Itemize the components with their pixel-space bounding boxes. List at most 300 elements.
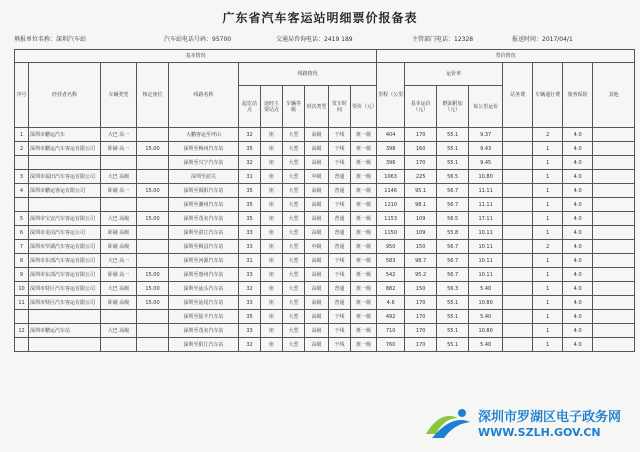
table-cell-route: 深圳至梅州汽车站	[169, 142, 239, 156]
table-cell-op	[29, 310, 101, 324]
table-cell-p3: 10.80	[469, 324, 503, 338]
table-cell-p1: 170	[405, 310, 437, 324]
table-row	[15, 310, 635, 324]
table-cell-no: 10	[15, 282, 29, 296]
table-cell-p4	[503, 240, 533, 254]
table-cell-a: 33	[239, 324, 261, 338]
table-cell-p1: 150	[405, 240, 437, 254]
table-cell-e: 干线	[329, 128, 351, 142]
table-cell-km: 950	[377, 240, 405, 254]
table-cell-p5: 1	[533, 282, 563, 296]
table-cell-p3: 17.11	[469, 212, 503, 226]
table-cell-c: 大型	[283, 142, 305, 156]
table-cell-no: 8	[15, 254, 29, 268]
table-cell-type: 大巴 高级	[101, 212, 137, 226]
table-cell-seats	[137, 240, 169, 254]
table-cell-f: 班一级	[351, 324, 377, 338]
table-cell-a: 33	[239, 226, 261, 240]
table-cell-p2: 55.8	[437, 226, 469, 240]
table-cell-op	[29, 198, 101, 212]
table-cell-km: 492	[377, 310, 405, 324]
col-header: 燃油附加（元）	[437, 86, 469, 128]
table-cell-p1: 95.1	[405, 184, 437, 198]
table-cell-type: 大巴 高一	[101, 128, 137, 142]
table-cell-b: 座	[261, 268, 283, 282]
table-cell-route: 大鹏客运至坪山	[169, 128, 239, 142]
table-cell-e: 普通	[329, 296, 351, 310]
table-cell-p6: 4.0	[563, 128, 593, 142]
table-cell-c: 大型	[283, 212, 305, 226]
table-cell-a: 31	[239, 254, 261, 268]
table-cell-p7	[593, 338, 635, 352]
col-header: 旅客保险	[563, 63, 593, 128]
table-cell-p6: 4.0	[563, 184, 593, 198]
table-cell-km: 760	[377, 338, 405, 352]
table-cell-e: 干线	[329, 198, 351, 212]
table-cell-p7	[593, 226, 635, 240]
table-cell-type	[101, 310, 137, 324]
table-cell-route: 深圳至茂名汽车站	[169, 324, 239, 338]
table-cell-c: 大型	[283, 324, 305, 338]
table-cell-p6: 4.0	[563, 198, 593, 212]
table-cell-km: 404	[377, 128, 405, 142]
table-cell-p5: 1	[533, 338, 563, 352]
table-cell-p2: 56.7	[437, 240, 469, 254]
table-cell-p3: 10.11	[469, 254, 503, 268]
table-cell-type	[101, 156, 137, 170]
table-cell-p5: 1	[533, 142, 563, 156]
table-cell-p2: 56.7	[437, 198, 469, 212]
col-header: 每公里运价	[469, 86, 503, 128]
table-cell-p4	[503, 226, 533, 240]
table-cell-seats	[137, 338, 169, 352]
table-cell-p4	[503, 296, 533, 310]
table-cell-p2: 55.1	[437, 296, 469, 310]
table-cell-seats	[137, 310, 169, 324]
table-cell-p3: 10.80	[469, 296, 503, 310]
table-cell-route: 深圳至韶关	[169, 170, 239, 184]
table-cell-e: 普通	[329, 170, 351, 184]
table-row	[15, 324, 635, 338]
header-price-group: 运价率	[405, 63, 503, 86]
table-cell-p7	[593, 142, 635, 156]
table-cell-p4	[503, 156, 533, 170]
table-cell-p4	[503, 170, 533, 184]
table-cell-b: 座	[261, 296, 283, 310]
table-cell-p4	[503, 212, 533, 226]
table-cell-p4	[503, 282, 533, 296]
table-cell-km: 710	[377, 324, 405, 338]
table-cell-f: 班一级	[351, 310, 377, 324]
table-cell-b: 座	[261, 170, 283, 184]
table-cell-p4	[503, 338, 533, 352]
table-cell-p6: 4.0	[563, 282, 593, 296]
table-cell-d: 高级	[305, 226, 329, 240]
table-cell-p4	[503, 142, 533, 156]
table-cell-a: 33	[239, 240, 261, 254]
table-cell-p6: 4.0	[563, 296, 593, 310]
table-cell-km: 1063	[377, 170, 405, 184]
table-cell-p7	[593, 212, 635, 226]
info-station: 填报单位名称：深圳汽车站	[14, 36, 87, 43]
table-cell-km: 4.6	[377, 296, 405, 310]
table-cell-p6: 4.0	[563, 338, 593, 352]
table-cell-route: 深圳至汕尾汽车站	[169, 296, 239, 310]
table-cell-p5: 1	[533, 156, 563, 170]
table-cell-p4	[503, 184, 533, 198]
table-cell-p7	[593, 282, 635, 296]
table-cell-c: 大型	[283, 282, 305, 296]
table-cell-d: 中级	[305, 240, 329, 254]
table-cell-no: 9	[15, 268, 29, 282]
table-cell-op: 深圳市宝安汽车客运有限公司	[29, 212, 101, 226]
table-cell-d: 高级	[305, 282, 329, 296]
table-cell-b: 座	[261, 142, 283, 156]
col-header: 基本运价（元）	[405, 86, 437, 128]
table-cell-p5: 1	[533, 184, 563, 198]
table-cell-c: 大型	[283, 198, 305, 212]
table-cell-p3: 11.11	[469, 184, 503, 198]
table-cell-op: 深圳市龙岗汽车客运公司	[29, 226, 101, 240]
table-cell-op: 深圳市罗湖汽车客运有限公司	[29, 240, 101, 254]
table-cell-op: 深圳市特区汽车客运有限公司	[29, 296, 101, 310]
table-cell-p4	[503, 268, 533, 282]
table-cell-e: 普通	[329, 226, 351, 240]
table-cell-b: 座	[261, 156, 283, 170]
table-cell-c: 大型	[283, 240, 305, 254]
table-cell-c: 大型	[283, 254, 305, 268]
table-cell-p1: 98.7	[405, 254, 437, 268]
table-cell-p5: 1	[533, 268, 563, 282]
table-cell-p2: 55.1	[437, 142, 469, 156]
table-row	[15, 184, 635, 198]
table-cell-p3: 5.40	[469, 338, 503, 352]
col-header: 里程（公里）	[377, 63, 405, 128]
col-header: 车辆通行费	[533, 63, 563, 128]
watermark	[422, 402, 636, 446]
table-cell-km: 583	[377, 254, 405, 268]
col-header: 途经主要站点	[261, 86, 283, 128]
table-cell-p5: 1	[533, 324, 563, 338]
table-cell-p2: 55.1	[437, 310, 469, 324]
watermark-title: 深圳市罗湖区电子政务网	[478, 410, 622, 425]
table-cell-op: 深圳市特区汽车客运有限公司	[29, 282, 101, 296]
table-cell-b: 座	[261, 310, 283, 324]
table-cell-e: 普通	[329, 282, 351, 296]
table-cell-c: 大型	[283, 226, 305, 240]
col-header: 车辆类型	[101, 63, 137, 128]
table-cell-f: 班一级	[351, 226, 377, 240]
table-cell-p3: 10.11	[469, 268, 503, 282]
table-row	[15, 254, 635, 268]
header-group-basic: 基本情况	[15, 50, 377, 63]
table-cell-seats: 15.00	[137, 212, 169, 226]
table-body	[15, 128, 635, 352]
table-cell-route: 深圳至梅县汽车站	[169, 240, 239, 254]
table-cell-no: 1	[15, 128, 29, 142]
col-header: 线路名称	[169, 63, 239, 128]
table-cell-f: 班一级	[351, 156, 377, 170]
table-cell-p2: 55.1	[437, 128, 469, 142]
table-cell-c: 大型	[283, 156, 305, 170]
table-cell-p1: 170	[405, 338, 437, 352]
table-cell-p5: 1	[533, 198, 563, 212]
table-row	[15, 212, 635, 226]
table-cell-c: 大型	[283, 268, 305, 282]
table-cell-a: 35	[239, 142, 261, 156]
table-cell-a: 32	[239, 338, 261, 352]
table-cell-e: 普通	[329, 240, 351, 254]
table-cell-p7	[593, 310, 635, 324]
table-cell-type: 卧铺 高级	[101, 226, 137, 240]
table-cell-p2: 55.1	[437, 156, 469, 170]
table-cell-p7	[593, 128, 635, 142]
table-cell-d: 高级	[305, 310, 329, 324]
szlh-logo-icon	[422, 404, 474, 444]
table-cell-c: 大型	[283, 170, 305, 184]
info-fax: 主管部门电话：12328	[412, 36, 474, 43]
table-cell-d: 高级	[305, 184, 329, 198]
table-cell-p3: 5.40	[469, 282, 503, 296]
table-cell-no	[15, 338, 29, 352]
table-cell-f: 班一级	[351, 240, 377, 254]
table-cell-a: 33	[239, 296, 261, 310]
table-cell-d: 高级	[305, 324, 329, 338]
table-cell-type: 卧铺 高一	[101, 268, 137, 282]
table-cell-f: 班一级	[351, 268, 377, 282]
table-cell-p2: 56.5	[437, 212, 469, 226]
table-cell-seats	[137, 254, 169, 268]
table-cell-f: 班一级	[351, 170, 377, 184]
table-cell-p2: 56.3	[437, 282, 469, 296]
table-cell-p1: 95.2	[405, 268, 437, 282]
table-cell-route: 深圳至阳江汽车站	[169, 338, 239, 352]
table-cell-type: 卧铺 高一	[101, 184, 137, 198]
table-row	[15, 226, 635, 240]
col-header: 起讫站点	[239, 86, 261, 128]
table-cell-b: 座	[261, 254, 283, 268]
header-group-fare: 票价情况	[377, 50, 635, 63]
table-cell-e: 干线	[329, 268, 351, 282]
table-cell-p1: 225	[405, 170, 437, 184]
table-cell-e: 干线	[329, 156, 351, 170]
table-cell-type: 大巴 高级	[101, 324, 137, 338]
table-cell-p3: 10.11	[469, 240, 503, 254]
table-cell-d: 高级	[305, 254, 329, 268]
table-cell-op: 深圳市鹏运汽车站	[29, 324, 101, 338]
table-cell-p7	[593, 324, 635, 338]
table-cell-p1: 160	[405, 142, 437, 156]
table-cell-p5: 1	[533, 254, 563, 268]
table-cell-p1: 109	[405, 226, 437, 240]
table-cell-type: 卧铺 高一	[101, 142, 137, 156]
table-cell-no: 5	[15, 212, 29, 226]
table-cell-route: 深圳至揭阳汽车站	[169, 184, 239, 198]
table-cell-km: 1153	[377, 212, 405, 226]
table-row	[15, 142, 635, 156]
table-cell-p5: 1	[533, 310, 563, 324]
table-cell-op: 深圳市鹏运客运有限公司	[29, 184, 101, 198]
table-cell-p6: 4.0	[563, 324, 593, 338]
table-cell-p5: 1	[533, 212, 563, 226]
table-cell-d: 高级	[305, 198, 329, 212]
table-cell-p3: 9.45	[469, 156, 503, 170]
col-header: 车辆等级	[283, 86, 305, 128]
table-cell-c: 大型	[283, 128, 305, 142]
table-cell-p6: 4.0	[563, 212, 593, 226]
table-cell-type	[101, 338, 137, 352]
table-cell-op: 深圳市东部汽车客运有限公司	[29, 268, 101, 282]
table-cell-b: 座	[261, 324, 283, 338]
table-cell-p4	[503, 254, 533, 268]
info-phone: 汽车站电话号码：95700	[164, 36, 232, 43]
table-cell-p6: 4.0	[563, 240, 593, 254]
watermark-url: WWW.SZLH.GOV.CN	[478, 426, 601, 439]
table-cell-route: 深圳至陆丰汽车站	[169, 310, 239, 324]
table-cell-f: 班一级	[351, 128, 377, 142]
table-cell-p4	[503, 128, 533, 142]
table-cell-p3: 5.40	[469, 310, 503, 324]
table-cell-op: 深圳市福田汽车客运有限公司	[29, 170, 101, 184]
table-cell-a: 35	[239, 310, 261, 324]
header-route-group: 线路情况	[239, 63, 377, 86]
table-cell-p3: 11.11	[469, 198, 503, 212]
table-cell-type: 大巴 高级	[101, 170, 137, 184]
table-cell-p2: 56.7	[437, 184, 469, 198]
col-header: 核定座位	[137, 63, 169, 128]
table-cell-km: 1150	[377, 226, 405, 240]
table-cell-no: 7	[15, 240, 29, 254]
col-header: 班次类型	[305, 86, 329, 128]
table-cell-p5: 1	[533, 170, 563, 184]
table-cell-seats: 15.00	[137, 142, 169, 156]
table-cell-no: 3	[15, 170, 29, 184]
table-cell-no: 2	[15, 142, 29, 156]
table-cell-b: 座	[261, 240, 283, 254]
table-cell-a: 35	[239, 184, 261, 198]
table-cell-seats	[137, 156, 169, 170]
table-cell-p6: 4.0	[563, 268, 593, 282]
table-cell-p4	[503, 310, 533, 324]
table-cell-p6: 4.0	[563, 226, 593, 240]
table-cell-p6: 4.0	[563, 156, 593, 170]
table-cell-e: 干线	[329, 254, 351, 268]
table-cell-no	[15, 198, 29, 212]
table-cell-e: 普通	[329, 212, 351, 226]
table-cell-p5: 1	[533, 226, 563, 240]
table-cell-d: 高级	[305, 268, 329, 282]
table-cell-km: 1210	[377, 198, 405, 212]
table-cell-p5: 2	[533, 128, 563, 142]
table-cell-op: 深圳市鹏运汽车	[29, 128, 101, 142]
table-cell-p7	[593, 240, 635, 254]
table-cell-seats	[137, 324, 169, 338]
table-cell-type: 卧铺 高级	[101, 296, 137, 310]
table-cell-type: 大巴 高一	[101, 254, 137, 268]
table-cell-p7	[593, 268, 635, 282]
table-cell-d: 高级	[305, 128, 329, 142]
table-cell-e: 干线	[329, 338, 351, 352]
table-cell-no: 6	[15, 226, 29, 240]
table-cell-p2: 55.1	[437, 324, 469, 338]
table-cell-type: 大巴 高级	[101, 282, 137, 296]
document-title: 广东省汽车客运站明细票价报备表	[222, 11, 418, 25]
fare-table	[14, 49, 635, 352]
table-row	[15, 282, 635, 296]
table-cell-p1: 109	[405, 212, 437, 226]
table-cell-f: 班一级	[351, 184, 377, 198]
table-cell-route: 深圳至汕头汽车站	[169, 282, 239, 296]
table-cell-route: 深圳至茂名汽车站	[169, 212, 239, 226]
table-cell-p3: 9.37	[469, 128, 503, 142]
table-row	[15, 198, 635, 212]
table-cell-e: 普通	[329, 184, 351, 198]
table-cell-b: 座	[261, 212, 283, 226]
table-cell-c: 大型	[283, 184, 305, 198]
table-cell-p2: 56.7	[437, 268, 469, 282]
table-cell-p6: 4.0	[563, 170, 593, 184]
table-cell-a: 31	[239, 170, 261, 184]
table-cell-p7	[593, 198, 635, 212]
table-cell-p6: 4.0	[563, 142, 593, 156]
table-cell-seats: 15.00	[137, 282, 169, 296]
table-cell-no: 11	[15, 296, 29, 310]
table-cell-p7	[593, 156, 635, 170]
table-cell-p1: 150	[405, 282, 437, 296]
table-cell-p3: 10.11	[469, 226, 503, 240]
table-cell-p1: 170	[405, 156, 437, 170]
table-cell-p1: 170	[405, 324, 437, 338]
table-cell-e: 干线	[329, 310, 351, 324]
table-row	[15, 338, 635, 352]
table-cell-route: 深圳至惠州汽车站	[169, 268, 239, 282]
table-row	[15, 156, 635, 170]
table-cell-b: 座	[261, 198, 283, 212]
table-cell-op	[29, 156, 101, 170]
table-cell-op: 深圳市东部汽车客运有限公司	[29, 254, 101, 268]
table-cell-p1: 170	[405, 128, 437, 142]
table-row	[15, 268, 635, 282]
table-row	[15, 240, 635, 254]
table-cell-p2: 56.7	[437, 254, 469, 268]
table-cell-km: 1146	[377, 184, 405, 198]
table-cell-p2: 56.5	[437, 170, 469, 184]
table-cell-d: 高级	[305, 296, 329, 310]
table-cell-p3: 10.80	[469, 170, 503, 184]
table-cell-f: 班一级	[351, 296, 377, 310]
table-cell-b: 座	[261, 282, 283, 296]
table-cell-seats	[137, 198, 169, 212]
table-row	[15, 128, 635, 142]
table-cell-type	[101, 198, 137, 212]
table-cell-type: 卧铺 高级	[101, 240, 137, 254]
table-cell-km: 398	[377, 142, 405, 156]
col-header: 经营者名称	[29, 63, 101, 128]
table-cell-p5: 2	[533, 240, 563, 254]
table-cell-e: 干线	[329, 142, 351, 156]
table-cell-route: 深圳至河源汽车站	[169, 254, 239, 268]
table-cell-p7	[593, 170, 635, 184]
col-header: 站务费	[503, 63, 533, 128]
col-header: 发车时间	[329, 86, 351, 128]
table-cell-op	[29, 338, 101, 352]
table-cell-f: 班一级	[351, 254, 377, 268]
table-cell-b: 座	[261, 128, 283, 142]
table-cell-route: 深圳至湛江汽车站	[169, 226, 239, 240]
col-header: 其他	[593, 63, 635, 128]
table-cell-no	[15, 156, 29, 170]
table-cell-p4	[503, 324, 533, 338]
